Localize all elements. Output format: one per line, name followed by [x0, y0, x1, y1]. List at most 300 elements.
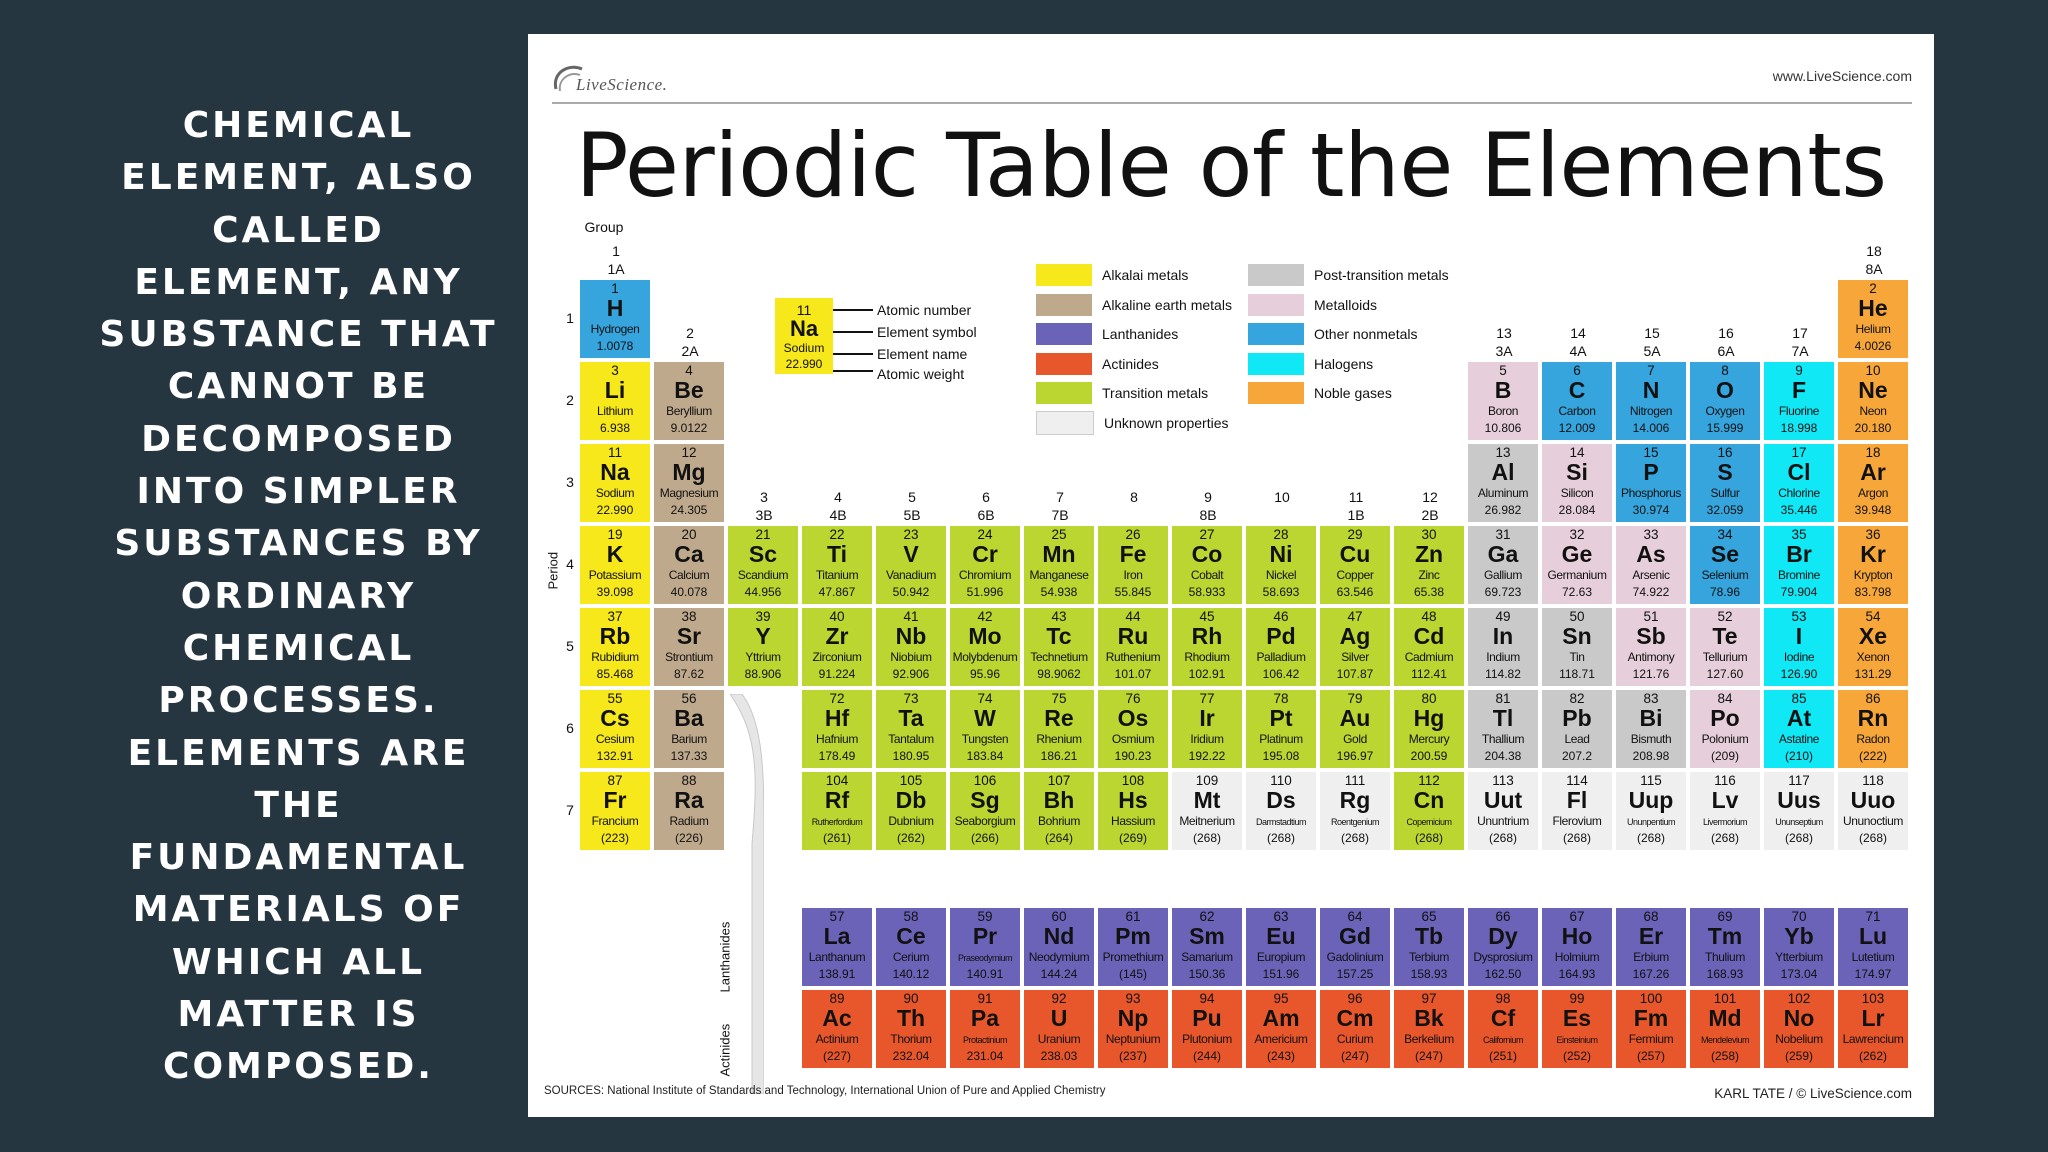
group-number: 15: [1644, 325, 1660, 341]
atomic-weight: 20.180: [1854, 421, 1892, 435]
group-letter: 5A: [1643, 343, 1661, 359]
element-cell-cf: [1468, 990, 1540, 1070]
atomic-weight: (237): [1118, 1049, 1147, 1063]
atomic-weight: (243): [1266, 1049, 1295, 1063]
element-cell-hg: [1394, 690, 1466, 770]
atomic-number: 68: [1643, 909, 1659, 924]
element-cell-pt: [1246, 690, 1318, 770]
group-number: 18: [1866, 243, 1882, 259]
element-cell-b: [1468, 362, 1540, 442]
atomic-number: 5: [1499, 363, 1507, 378]
atomic-number: 115: [1640, 773, 1662, 788]
element-name: Sulfur: [1710, 486, 1740, 500]
element-symbol: Tb: [1414, 923, 1444, 949]
element-symbol: F: [1791, 377, 1807, 403]
element-cell-pu: [1172, 990, 1244, 1070]
element-cell-lr: [1838, 990, 1910, 1070]
element-name: Lead: [1564, 732, 1590, 746]
element-cell-as: [1616, 526, 1688, 606]
atomic-number: 66: [1495, 909, 1511, 924]
atomic-weight: 30.974: [1632, 503, 1670, 517]
group-number: 5: [908, 489, 916, 505]
element-name: Ununseptium: [1775, 817, 1823, 827]
element-symbol: Rg: [1339, 787, 1371, 813]
element-name: Argon: [1857, 486, 1889, 500]
element-symbol: Nd: [1043, 923, 1075, 949]
element-cell-u: [1024, 990, 1096, 1070]
description-text: CHEMICAL ELEMENT, ALSO CALLED ELEMENT, ANY SUBSTANCE THAT CANNOT BE DECOMPOSED INTO SIMPLER SUBSTANCES BY ORDINARY CHEMICAL PROCESSES. ELEMENTS ARE THE FUNDAMENTAL MATERIALS OF WHICH ALL MATTER IS COMPOSED.: [99, 105, 498, 1088]
element-cell-pb: [1542, 690, 1614, 770]
element-name: Phosphorus: [1620, 486, 1682, 500]
element-cell-uuo: [1838, 772, 1910, 852]
atomic-weight: 50.942: [892, 585, 930, 599]
key-label-element-name: Element name: [877, 346, 968, 362]
element-symbol: Pb: [1562, 705, 1592, 731]
atomic-weight: (223): [600, 831, 629, 845]
element-symbol: Sn: [1562, 623, 1592, 649]
atomic-number: 98: [1495, 991, 1511, 1006]
element-cell-in: [1468, 608, 1540, 688]
element-name: Dubnium: [888, 814, 934, 828]
element-cell-eu: [1246, 908, 1318, 988]
atomic-weight: 102.91: [1188, 667, 1226, 681]
element-cell-tb: [1394, 908, 1466, 988]
legend-label: Alkaline earth metals: [1102, 296, 1232, 313]
element-name: Carbon: [1558, 404, 1596, 418]
element-cell-db: [876, 772, 948, 852]
legend-item-alkaline-earth: [1036, 292, 1232, 318]
element-symbol: I: [1795, 623, 1803, 649]
element-symbol: Pa: [970, 1005, 1000, 1031]
element-symbol: Ar: [1860, 459, 1886, 485]
atomic-weight: 14.006: [1632, 421, 1670, 435]
element-cell-sb: [1616, 608, 1688, 688]
element-name: Tin: [1569, 650, 1585, 664]
atomic-number: 54: [1865, 609, 1881, 624]
atomic-number: 15: [1643, 445, 1659, 460]
atomic-number: 73: [903, 691, 919, 706]
atomic-weight: 162.50: [1484, 967, 1522, 981]
element-name: Helium: [1855, 322, 1891, 336]
element-name: Radon: [1856, 732, 1890, 746]
element-symbol: Hs: [1118, 787, 1148, 813]
element-name: Hassium: [1111, 814, 1155, 828]
element-name: Technetium: [1030, 650, 1088, 664]
atomic-number: 37: [607, 609, 623, 624]
element-symbol: Pt: [1269, 705, 1293, 731]
element-symbol: Ba: [674, 705, 704, 731]
atomic-number: 38: [681, 609, 697, 624]
atomic-weight: 118.71: [1559, 667, 1595, 681]
atomic-number: 64: [1347, 909, 1363, 924]
atomic-number: 12: [681, 445, 697, 460]
atomic-weight: 92.906: [892, 667, 930, 681]
element-name: Actinium: [815, 1032, 859, 1046]
legend-label: Alkalai metals: [1102, 267, 1189, 283]
element-cell-te: [1690, 608, 1762, 688]
element-cell-co: [1172, 526, 1244, 606]
element-symbol: Mg: [672, 459, 706, 485]
element-name: Cobalt: [1190, 568, 1224, 582]
element-name: Darmstadtium: [1255, 817, 1306, 827]
atomic-weight: 58.693: [1262, 585, 1300, 599]
element-cell-mt: [1172, 772, 1244, 852]
element-symbol: Db: [895, 787, 927, 813]
element-cell-ga: [1468, 526, 1540, 606]
atomic-number: 36: [1865, 527, 1881, 542]
element-cell-o: [1690, 362, 1762, 442]
key-symbol: Na: [789, 316, 819, 341]
element-name: Tungsten: [961, 732, 1009, 746]
atomic-weight: 127.60: [1706, 667, 1744, 681]
element-cell-es: [1542, 990, 1614, 1070]
element-name: Tellurium: [1702, 650, 1748, 664]
group-number: 6: [982, 489, 990, 505]
element-symbol: Zr: [825, 623, 849, 649]
atomic-number: 3: [611, 363, 619, 378]
element-cell-ni: [1246, 526, 1318, 606]
atomic-number: 21: [755, 527, 771, 542]
element-symbol: Ac: [822, 1005, 852, 1031]
element-cell-mo: [950, 608, 1022, 688]
legend-item-halogen: [1248, 351, 1373, 377]
legend-swatch: [1036, 353, 1092, 375]
atomic-number: 34: [1717, 527, 1733, 542]
element-symbol: Si: [1566, 459, 1588, 485]
element-symbol: Cl: [1787, 459, 1811, 485]
group-letter: 8B: [1199, 507, 1217, 523]
element-name: Titanium: [815, 568, 859, 582]
element-symbol: Tm: [1707, 923, 1743, 949]
element-name: Seaborgium: [954, 814, 1016, 828]
atomic-number: 94: [1199, 991, 1215, 1006]
legend-label: Unknown properties: [1104, 414, 1229, 431]
element-symbol: C: [1568, 377, 1586, 403]
atomic-weight: 1.0078: [596, 339, 634, 353]
element-symbol: Fm: [1633, 1005, 1669, 1031]
element-name: Ununoctium: [1842, 814, 1904, 828]
atomic-number: 1: [611, 281, 619, 296]
legend-label: Lanthanides: [1102, 326, 1179, 342]
legend-item-post-transition: [1248, 262, 1449, 288]
element-cell-no: [1764, 990, 1836, 1070]
element-name: Ununtrium: [1477, 814, 1529, 828]
element-cell-pm: [1098, 908, 1170, 988]
atomic-number: 113: [1492, 773, 1514, 788]
period-number: 1: [566, 310, 574, 326]
element-name: Osmium: [1111, 732, 1155, 746]
element-name: Thulium: [1705, 950, 1745, 964]
atomic-number: 60: [1051, 909, 1067, 924]
atomic-weight: 204.38: [1484, 749, 1522, 763]
element-name: Boron: [1487, 404, 1519, 418]
element-symbol: No: [1783, 1005, 1815, 1031]
legend-swatch: [1248, 353, 1304, 375]
element-name: Uranium: [1037, 1032, 1081, 1046]
key-label-atomic-number: Atomic number: [877, 302, 972, 318]
group-letter: 7B: [1051, 507, 1069, 523]
element-symbol: Sr: [676, 623, 702, 649]
atomic-weight: 173.04: [1780, 967, 1818, 981]
element-cell-sn: [1542, 608, 1614, 688]
element-cell-dy: [1468, 908, 1540, 988]
group-letter: 4A: [1569, 343, 1587, 359]
element-symbol: Ds: [1266, 787, 1296, 813]
key-line: [833, 353, 873, 355]
atomic-number: 28: [1273, 527, 1289, 542]
atomic-number: 23: [903, 527, 919, 542]
element-symbol: Bh: [1043, 787, 1075, 813]
element-symbol: La: [823, 923, 851, 949]
atomic-weight: (222): [1858, 749, 1887, 763]
atomic-weight: (268): [1266, 831, 1295, 845]
atomic-weight: 137.33: [670, 749, 708, 763]
atomic-number: 53: [1791, 609, 1807, 624]
atomic-number: 93: [1125, 991, 1141, 1006]
atomic-number: 105: [899, 773, 923, 788]
element-cell-uut: [1468, 772, 1540, 852]
legend-item-unknown: [1036, 410, 1229, 436]
element-symbol: Se: [1710, 541, 1740, 567]
element-symbol: Bi: [1639, 705, 1663, 731]
atomic-number: 55: [607, 691, 623, 706]
element-symbol: Ir: [1199, 705, 1215, 731]
atomic-number: 63: [1273, 909, 1289, 924]
atomic-weight: (268): [1488, 831, 1517, 845]
element-name: Samarium: [1181, 950, 1233, 964]
atomic-number: 100: [1639, 991, 1663, 1006]
element-symbol: He: [1858, 295, 1888, 321]
element-name: Fermium: [1628, 1032, 1674, 1046]
atomic-number: 101: [1713, 991, 1737, 1006]
element-name: Oxygen: [1705, 404, 1745, 418]
atomic-number: 83: [1643, 691, 1659, 706]
atomic-weight: 51.996: [966, 585, 1004, 599]
key-label-atomic-weight: Atomic weight: [877, 366, 965, 382]
atomic-number: 56: [681, 691, 697, 706]
key-name: Sodium: [783, 341, 825, 355]
element-symbol: Pm: [1115, 923, 1151, 949]
element-cell-zn: [1394, 526, 1466, 606]
element-cell-n: [1616, 362, 1688, 442]
element-name: Arsenic: [1632, 568, 1670, 582]
atomic-number: 39: [755, 609, 771, 624]
element-name: Bismuth: [1630, 732, 1672, 746]
element-symbol: V: [903, 541, 919, 567]
element-name: Gadolinium: [1326, 950, 1384, 964]
group-letter: 6B: [977, 507, 995, 523]
atomic-weight: 114.82: [1485, 667, 1521, 681]
element-cell-li: [580, 362, 652, 442]
element-symbol: Ho: [1561, 923, 1593, 949]
atomic-weight: 26.982: [1484, 503, 1522, 517]
atomic-number: 79: [1347, 691, 1363, 706]
atomic-number: 11: [607, 445, 622, 460]
element-name: Cerium: [892, 950, 930, 964]
atomic-weight: 126.90: [1780, 667, 1818, 681]
atomic-weight: (268): [1710, 831, 1739, 845]
atomic-weight: 183.84: [966, 749, 1004, 763]
atomic-number: 102: [1787, 991, 1811, 1006]
legend-swatch: [1248, 264, 1304, 286]
atomic-number: 110: [1270, 773, 1292, 788]
element-cell-cr: [950, 526, 1022, 606]
atomic-number: 10: [1865, 363, 1881, 378]
element-cell-k: [580, 526, 652, 606]
period-heading: Period: [545, 551, 561, 590]
livescience-logo: [548, 52, 667, 106]
atomic-number: 43: [1051, 609, 1067, 624]
element-symbol: Th: [896, 1005, 926, 1031]
element-symbol: Uup: [1628, 787, 1674, 813]
atomic-weight: 157.25: [1336, 967, 1374, 981]
atomic-weight: (209): [1710, 749, 1739, 763]
atomic-number: 49: [1495, 609, 1511, 624]
element-name: Californium: [1482, 1035, 1523, 1045]
legend-swatch: [1036, 294, 1092, 316]
element-name: Mercury: [1408, 732, 1450, 746]
element-cell-zr: [802, 608, 874, 688]
legend-label: Noble gases: [1314, 385, 1392, 401]
element-symbol: At: [1786, 705, 1812, 731]
element-cell-al: [1468, 444, 1540, 524]
atomic-number: 67: [1569, 909, 1585, 924]
element-symbol: Cs: [600, 705, 630, 731]
group-letter: 2A: [681, 343, 699, 359]
element-cell-rh: [1172, 608, 1244, 688]
atomic-number: 111: [1344, 773, 1366, 788]
atomic-number: 107: [1047, 773, 1071, 788]
element-cell-rn: [1838, 690, 1910, 770]
element-name: Berkelium: [1404, 1032, 1454, 1046]
atomic-number: 90: [903, 991, 919, 1006]
atomic-weight: (145): [1118, 967, 1147, 981]
element-cell-ra: [654, 772, 726, 852]
atomic-number: 70: [1791, 909, 1807, 924]
element-symbol: Uuo: [1850, 787, 1896, 813]
element-cell-au: [1320, 690, 1392, 770]
atomic-weight: (251): [1488, 1049, 1517, 1063]
element-name: Nobelium: [1775, 1032, 1823, 1046]
element-symbol: Xe: [1858, 623, 1888, 649]
element-name: Calcium: [668, 568, 710, 582]
element-name: Strontium: [665, 650, 713, 664]
element-cell-cd: [1394, 608, 1466, 688]
atomic-number: 84: [1717, 691, 1733, 706]
atomic-number: 25: [1051, 527, 1067, 542]
atomic-number: 92: [1051, 991, 1067, 1006]
element-symbol: Mn: [1042, 541, 1076, 567]
element-cell-ac: [802, 990, 874, 1070]
element-name: Selenium: [1701, 568, 1749, 582]
atomic-number: 2: [1869, 281, 1877, 296]
element-name: Xenon: [1856, 650, 1890, 664]
atomic-weight: (252): [1562, 1049, 1591, 1063]
legend-label: Halogens: [1314, 355, 1374, 372]
element-symbol: In: [1492, 623, 1514, 649]
atomic-weight: (247): [1414, 1049, 1443, 1063]
element-name: Ununpentium: [1626, 817, 1676, 827]
atomic-weight: 178.49: [818, 749, 856, 763]
atomic-weight: 151.96: [1262, 967, 1300, 981]
atomic-weight: 192.22: [1188, 749, 1226, 763]
element-cell-lu: [1838, 908, 1910, 988]
atomic-number: 50: [1569, 609, 1585, 624]
atomic-number: 24: [977, 527, 993, 542]
atomic-number: 51: [1643, 609, 1659, 624]
atomic-weight: 63.546: [1336, 585, 1374, 599]
element-symbol: N: [1642, 377, 1660, 403]
element-cell-p: [1616, 444, 1688, 524]
element-name: Meitnerium: [1179, 814, 1235, 828]
element-symbol: Li: [604, 377, 626, 403]
element-symbol: Br: [1786, 541, 1812, 567]
logo-text: LiveScience.: [576, 75, 668, 94]
element-symbol: H: [606, 295, 624, 321]
atomic-number: 96: [1347, 991, 1363, 1006]
atomic-number: 14: [1569, 445, 1585, 460]
series-ribbon: [728, 694, 764, 1094]
atomic-weight: (268): [1636, 831, 1665, 845]
element-symbol: Uut: [1483, 787, 1523, 813]
legend-item-lanthanide: [1036, 321, 1178, 347]
element-name: Copper: [1336, 568, 1374, 582]
atomic-weight: 74.922: [1632, 585, 1670, 599]
group-number: 3: [760, 489, 768, 505]
atomic-number: 80: [1421, 691, 1437, 706]
atomic-number: 117: [1788, 773, 1810, 788]
atomic-weight: (268): [1340, 831, 1369, 845]
group-number: 4: [834, 489, 842, 505]
legend-item-noble: [1248, 380, 1392, 406]
element-cell-md: [1690, 990, 1762, 1070]
element-cell-se: [1690, 526, 1762, 606]
element-symbol: Uus: [1777, 787, 1821, 813]
element-cell-v: [876, 526, 948, 606]
group-letter: 4B: [829, 507, 847, 523]
element-symbol: Sc: [748, 541, 778, 567]
element-symbol: Pu: [1192, 1005, 1222, 1031]
element-name: Flerovium: [1552, 814, 1602, 828]
atomic-weight: 85.468: [596, 667, 634, 681]
element-cell-s: [1690, 444, 1762, 524]
legend-label: Actinides: [1102, 355, 1159, 372]
key-number: 11: [796, 302, 812, 318]
legend-item-transition: [1036, 380, 1208, 406]
sources-text: SOURCES: National Institute of Standards and Technology, International Union of Pure and Applied Chemistry: [544, 1085, 1106, 1097]
element-name: Europium: [1256, 950, 1306, 964]
element-symbol: Ce: [896, 923, 926, 949]
legend-swatch: [1248, 382, 1304, 404]
element-symbol: Be: [674, 377, 704, 403]
element-symbol: Sg: [970, 787, 1000, 813]
element-cell-fl: [1542, 772, 1614, 852]
element-cell-sg: [950, 772, 1022, 852]
element-symbol: Lv: [1711, 787, 1739, 813]
element-cell-f: [1764, 362, 1836, 442]
key-line: [833, 331, 873, 333]
atomic-weight: 39.098: [596, 585, 634, 599]
atomic-number: 72: [829, 691, 845, 706]
element-name: Rubidium: [591, 650, 639, 664]
element-symbol: Cm: [1336, 1005, 1374, 1031]
element-name: Bohrium: [1038, 814, 1080, 828]
atomic-weight: (266): [970, 831, 999, 845]
element-cell-tc: [1024, 608, 1096, 688]
atomic-number: 65: [1421, 909, 1437, 924]
element-cell-np: [1098, 990, 1170, 1070]
element-cell-er: [1616, 908, 1688, 988]
